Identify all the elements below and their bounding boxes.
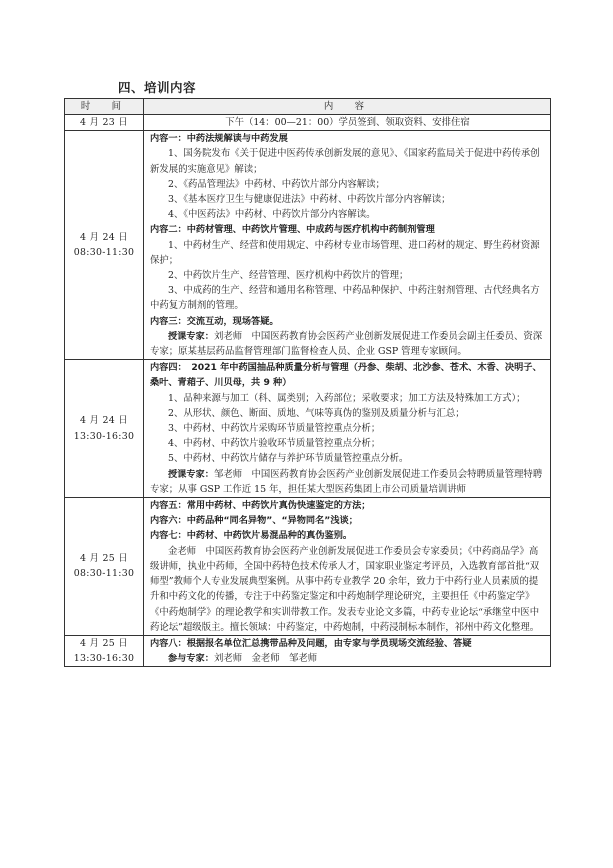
header-time: 时 间 [65,99,144,115]
content-text: 下午（14：00—21：00）学员签到、领取资料、安排住宿 [225,117,470,128]
content-cell [144,115,551,131]
content-heading: 内容八：根据报名单位汇总携带品种及问题，由专家与学员现场交流经验、答疑 [150,637,472,649]
content-paragraph: 1、中药材生产、经营和使用规定、中药材专业市场管理、进口药材的规定、野生药材资源保护； [150,239,540,266]
time-text: 4 月 25 日 [80,553,128,565]
training-schedule-table [64,98,551,667]
content-paragraph: 3、《基本医疗卫生与健康促进法》中药材、中药饮片部分内容解读； [168,194,451,206]
content-paragraph: 2、《药品管理法》中药材、中药饮片部分内容解读； [168,178,385,190]
time-text: 08:30-11:30 [73,247,135,259]
time-text: 4 月 25 日 [80,637,128,649]
content-paragraph: 5、中药材、中药饮片储存与养护环节质量管控重点分析。 [168,453,409,465]
time-text: 4 月 24 日 [80,232,128,244]
time-text: 4 月 24 日 [80,415,128,427]
content-paragraph: 3、中成药的生产、经营和通用名称管理、中药品种保护、中药注射剂管理、古代经典名方中药复方制剂的管理。 [150,285,540,312]
time-cell [65,635,144,666]
table-row [65,115,551,131]
content-heading: 内容五：常用中药材、中药饮片真伪快速鉴定的方法； [150,500,371,512]
content-heading: 内容三：交流互动，现场答疑。 [150,315,279,327]
content-paragraph: 3、中药材、中药饮片采购环节质量管控重点分析； [168,423,381,435]
content-paragraph: 2、从形状、颜色、断面、质地、气味等真伪的鉴别及质量分析与汇总； [168,407,465,419]
time-text: 13:30-16:30 [73,430,135,442]
header-content: 内 容 [144,99,551,115]
expert-line [150,651,545,666]
content-heading: 内容四： 2021 年中药国抽品种质量分析与管理（丹参、柴胡、北沙参、苍术、木香、决明子、桑叶、青葙子、川贝母，共 9 种） [150,362,542,389]
expert-label: 授课专家： [168,330,214,342]
time-text: 4 月 23 日 [80,117,128,128]
content-paragraph: 金老师 中国医药教育协会医药产业创新发展促进工作委员会专家委员；《中药商品学》高级讲师，执业中药师，全国中药特色技术传承人才，国家职业鉴定考评员，入选教育部首批“双师型”教师个人专业发展典型案例。从事中药专业教学 20 余年，致力于中药行业人员素质的提升和中药文化的传播，专注于中药鉴定鉴定和中药炮制学理论研究，主要担任《中药鉴定学》《中药炮制学》的理论教学和实训带教工作。发表专业论文多篇，中药专业论坛“承继堂中医中药论坛”超级版主。擅长领域：中药鉴定，中药炮制，中药浸制标本制作，祁州中药文化整理。 [150,545,540,633]
content-cell [144,131,551,360]
section-title: 四、培训内容 [118,80,197,95]
time-cell [65,115,144,131]
content-heading: 内容二：中药材管理、中药饮片管理、中成药与医疗机构中药制剂管理 [150,224,435,236]
table-row [65,131,551,360]
expert-line [150,329,545,359]
content-heading: 内容六：中药品种“同名异物”、“异物同名”浅谈； [150,515,358,527]
table-row [65,360,551,498]
expert-text: 刘老师 金老师 邹老师 [213,653,318,665]
table-row [65,498,551,636]
content-paragraph: 2、中药饮片生产、经营管理、医疗机构中药饮片的管理； [168,270,409,282]
table-header-row [65,99,551,115]
time-cell [65,360,144,498]
content-cell [144,498,551,636]
content-cell [144,360,551,498]
time-text: 13:30-16:30 [73,653,135,665]
expert-line [150,467,545,497]
content-paragraph: 4、中药材、中药饮片验收环节质量管控重点分析； [168,438,381,450]
time-cell [65,131,144,360]
time-cell [65,498,144,636]
content-heading: 内容七：中药材、中药饮片易混品种的真伪鉴别。 [150,530,353,542]
content-paragraph: 1、品种来源与加工（科、属类别；入药部位；采收要求；加工方法及特殊加工方式）； [168,392,526,404]
content-cell [144,635,551,666]
content-heading: 内容一：中药法规解读与中药发展 [150,133,288,145]
expert-label: 授课专家： [168,468,214,480]
expert-text: 邹老师 中国医药教育协会医药产业创新发展促进工作委员会特聘质量管理特聘专家；从事 GSP 工作近 15 年，担任某大型医药集团上市公司质量培训讲师 [150,468,543,495]
expert-label: 参与专家： [168,653,214,665]
table-row [65,635,551,666]
content-paragraph: 4、《中医药法》中药材、中药饮片部分内容解读。 [168,209,376,221]
time-text: 08:30-11:30 [73,568,135,580]
expert-text: 刘老师 中国医药教育协会医药产业创新发展促进工作委员会副主任委员、资深专家；原某基层药品监督管理部门监督检查人员、企业 GSP 管理专家顾问。 [150,330,543,358]
content-paragraph: 1、国务院发布《关于促进中医药传承创新发展的意见》、《国家药监局关于促进中药传承创新发展的实施意见》解读； [150,148,540,175]
